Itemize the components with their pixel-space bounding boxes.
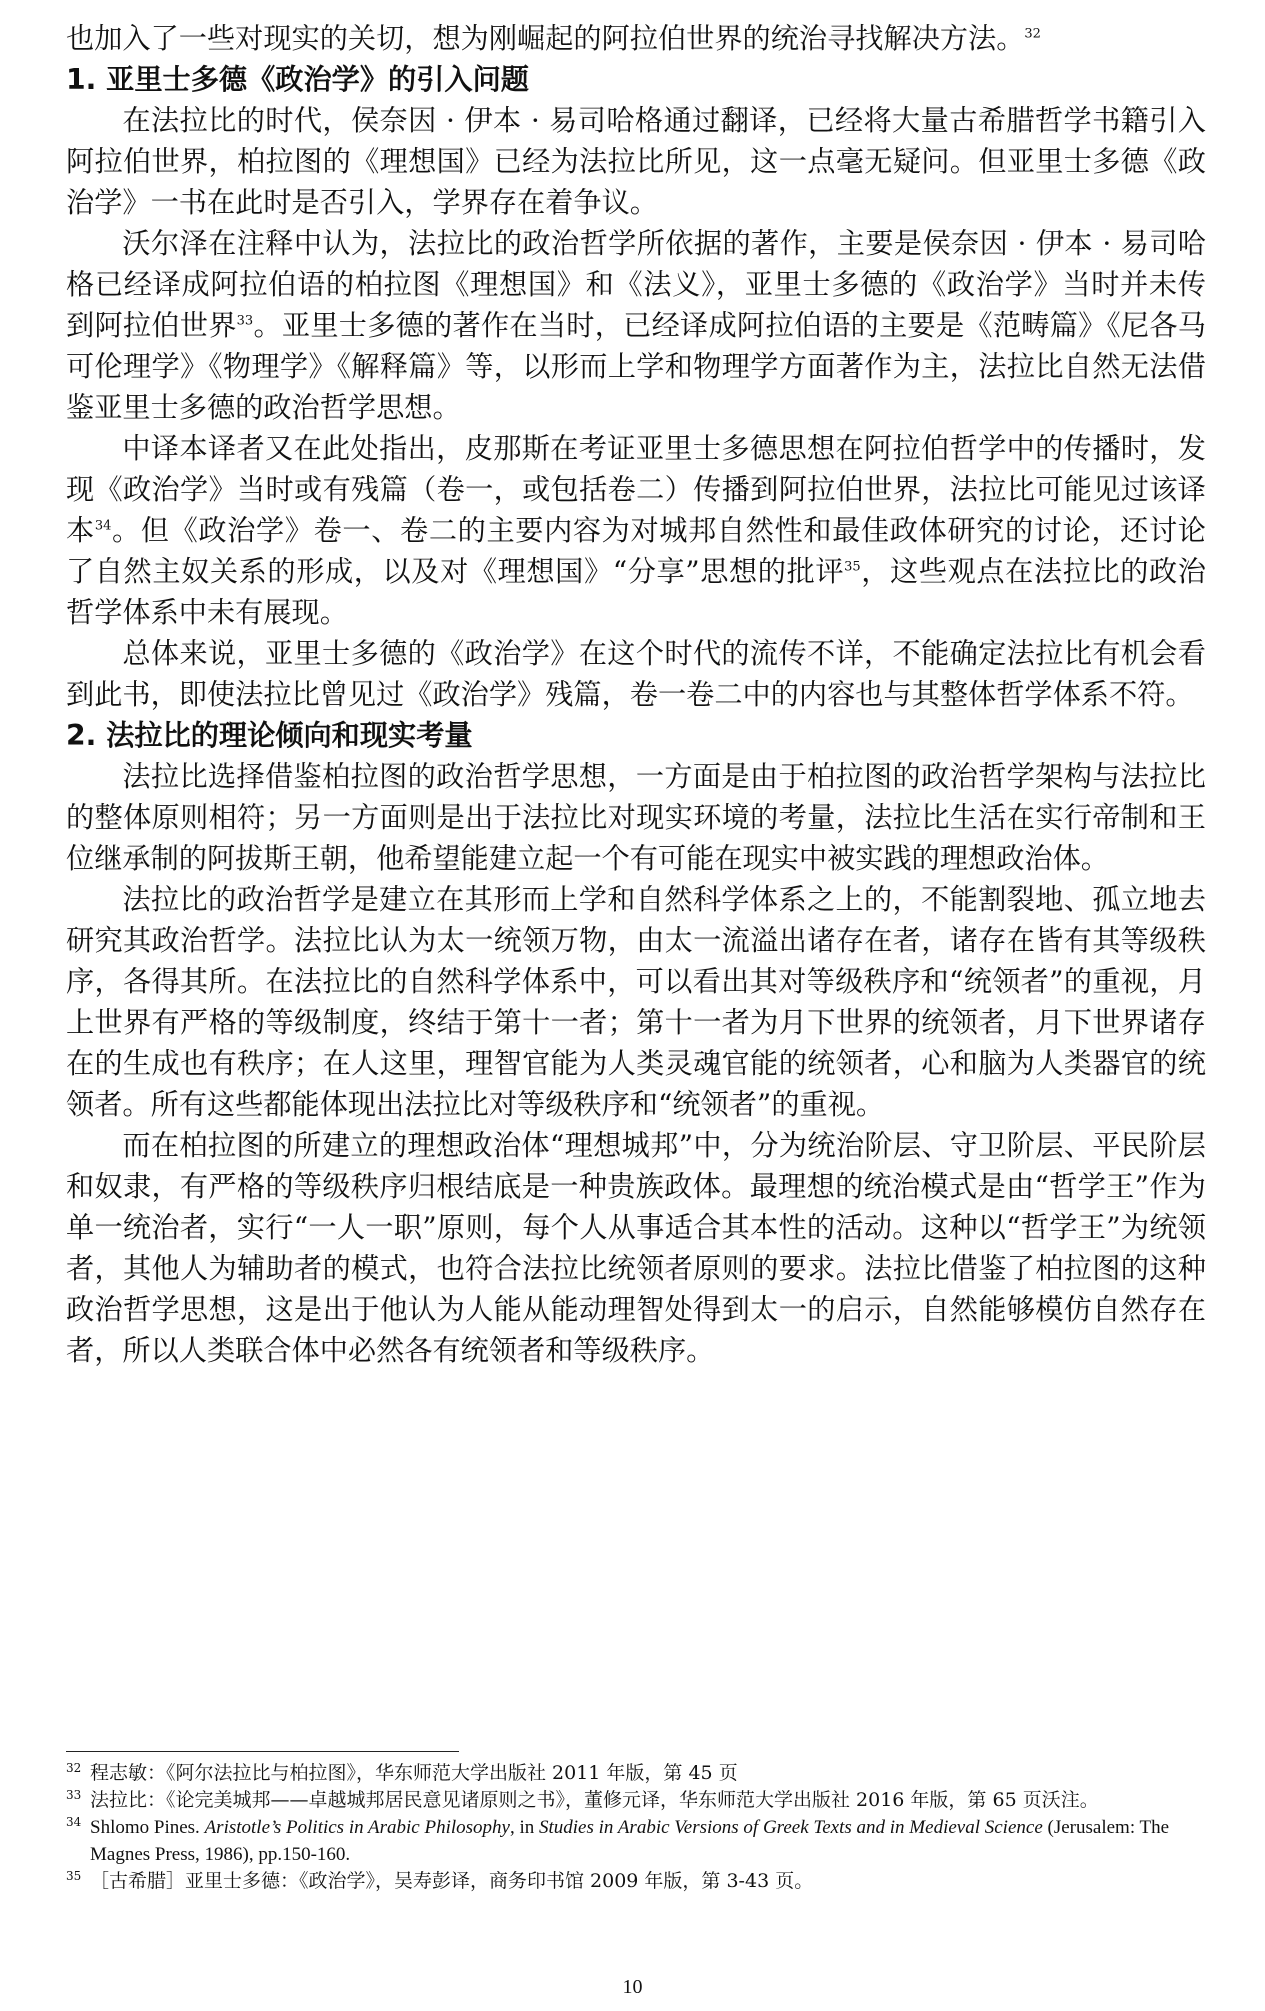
body-text	[66, 18, 1206, 1371]
footnote-divider	[66, 1751, 459, 1752]
footnote-33: 33 法拉比：《论完美城邦——卓越城邦居民意见诸原则之书》，董修元译，华东师范大学出版社 2016 年版，第 65 页沃注。	[66, 1787, 1099, 1811]
footnote-ref-33[interactable]: 33	[236, 313, 254, 329]
section2-paragraph-2: 法拉比的政治哲学是建立在其形而上学和自然科学体系之上的，不能割裂地、孤立地去研究其政治哲学。法拉比认为太一统领万物，由太一流溢出诸存在者，诸存在皆有其等级秩序，各得其所。在法拉比的自然科学体系中，可以看出其对等级秩序和“统领者”的重视，月上世界有严格的等级制度，终结于第十一者；第十一者为月下世界的统领者，月下世界诸存在的生成也有秩序；在人这里，理智官能为人类灵魂官能的统领者，心和脑为人类器官的统领者。所有这些都能体现出法拉比对等级秩序和“统领者”的重视。	[66, 883, 1206, 1121]
page-number: 10	[622, 1976, 643, 1998]
footnote-35: 35 ［古希腊］亚里士多德：《政治学》，吴寿彭译，商务印书馆 2009 年版，第 3-43 页。	[66, 1868, 814, 1892]
footnote-ref-35[interactable]: 35	[844, 559, 861, 575]
footnote-32: 32 程志敏：《阿尔法拉比与柏拉图》，华东师范大学出版社 2011 年版，第 45 页	[66, 1760, 738, 1784]
section1-paragraph-4: 总体来说，亚里士多德的《政治学》在这个时代的流传不详，不能确定法拉比有机会看到此书，即使法拉比曾见过《政治学》残篇，卷一卷二中的内容也与其整体哲学体系不符。	[66, 637, 1206, 711]
section1-paragraph-2: 沃尔泽在注释中认为，法拉比的政治哲学所依据的著作，主要是侯奈因 · 伊本 · 易司哈格已经译成阿拉伯语的柏拉图《理想国》和《法义》，亚里士多德的《政治学》当时并未传到阿拉伯世界$^{33}$。亚里士多德的著作在当时，已经译成阿拉伯语的主要是《范畴篇》《尼各马可伦理学》《物理学》《解释篇》等，以形而上学和物理学方面著作为主，法拉比自然无法借鉴亚里士多德的政治哲学思想。	[66, 227, 1206, 424]
section2-paragraph-1: 法拉比选择借鉴柏拉图的政治哲学思想，一方面是由于柏拉图的政治哲学架构与法拉比的整体原则相符；另一方面则是出于法拉比对现实环境的考量，法拉比生活在实行帝制和王位继承制的阿拔斯王朝，他希望能建立起一个有可能在现实中被实践的理想政治体。	[66, 760, 1206, 875]
opening-line: 也加入了一些对现实的关切，想为刚崛起的阿拉伯世界的统治寻找解决方法。$^{32}$	[66, 22, 1041, 55]
footnote-ref-32[interactable]: 32	[1024, 26, 1041, 42]
section1-paragraph-1: 在法拉比的时代，侯奈因 · 伊本 · 易司哈格通过翻译，已经将大量古希腊哲学书籍引入阿拉伯世界，柏拉图的《理想国》已经为法拉比所见，这一点毫无疑问。但亚里士多德《政治学》一书在此时是否引入，学界存在着争议。	[66, 104, 1206, 219]
footnote-ref-34[interactable]: 34	[94, 518, 112, 534]
footnote-34: 34 Shlomo Pines. Aristotle’s Politics in Arabic Philosophy, in Studies in Arabic Versions of Greek Texts and in Medieval Science (Jerusalem: The Magnes Press, 1986), pp.150-160.	[66, 1814, 1170, 1865]
section2-paragraph-3: 而在柏拉图的所建立的理想政治体“理想城邦”中，分为统治阶层、守卫阶层、平民阶层和奴隶，有严格的等级秩序归根结底是一种贵族政体。最理想的统治模式是由“哲学王”作为单一统治者，实行“一人一职”原则，每个人从事适合其本性的活动。这种以“哲学王”为统领者，其他人为辅助者的模式，也符合法拉比统领者原则的要求。法拉比借鉴了柏拉图的这种政治哲学思想，这是出于他认为人能从能动理智处得到太一的启示，自然能够模仿自然存在者，所以人类联合体中必然各有统领者和等级秩序。	[66, 1129, 1206, 1367]
footnotes	[66, 1760, 1206, 1895]
section1-paragraph-3: 中译本译者又在此处指出，皮那斯在考证亚里士多德思想在阿拉伯哲学中的传播时，发现《政治学》当时或有残篇（卷一，或包括卷二）传播到阿拉伯世界，法拉比可能见过该译本$^{34}$。但《政治学》卷一、卷二的主要内容为对城邦自然性和最佳政体研究的讨论，还讨论了自然主奴关系的形成，以及对《理想国》“分享”思想的批评$^{35}$，这些观点在法拉比的政治哲学体系中未有展现。	[66, 432, 1206, 629]
section-heading-2: 2. 法拉比的理论倾向和现实考量	[66, 719, 473, 752]
section-heading-1: 1. 亚里士多德《政治学》的引入问题	[66, 63, 529, 96]
